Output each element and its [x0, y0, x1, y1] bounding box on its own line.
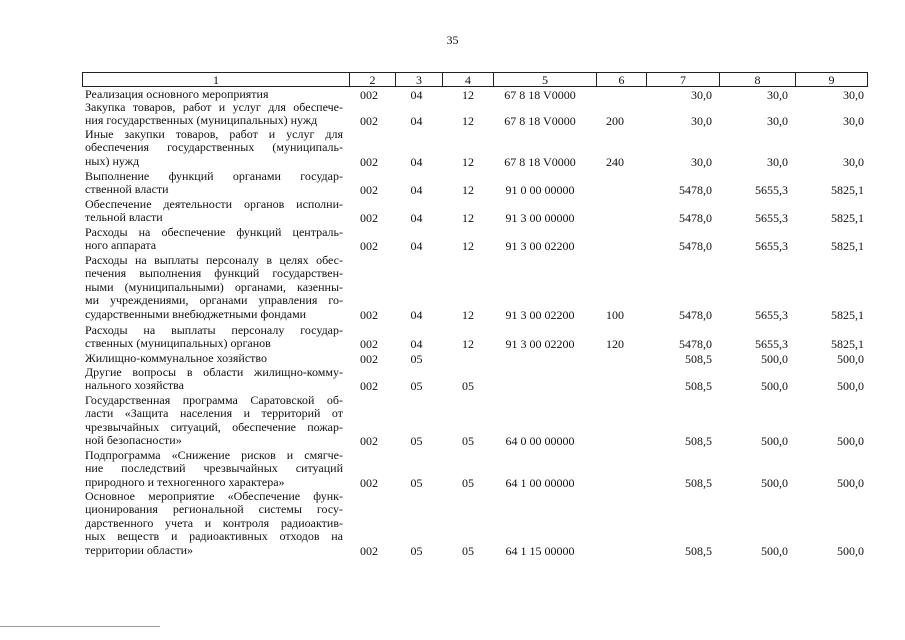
cell-col-9: 30,0 — [843, 114, 864, 129]
cell-col-8: 500,0 — [761, 543, 788, 558]
row-name — [85, 128, 343, 168]
cell-col-4: 12 — [462, 239, 474, 254]
cell-col-5: 91 3 00 02200 — [505, 307, 575, 322]
cell-col-3: 05 — [410, 434, 423, 449]
row-name — [85, 490, 343, 557]
cell-col-8: 5655,3 — [755, 239, 788, 254]
row-name-line: Закупка товаров, работ и услуг для обеспече- — [85, 100, 343, 114]
cell-col-9: 5825,1 — [831, 183, 864, 198]
row-name-line: природного и техногенного характера» — [85, 474, 285, 489]
row-name-line: Иные закупки товаров, работ и услуг для — [85, 127, 343, 141]
row-name-line: ных веществ и радиоактивных отходов на — [85, 529, 343, 544]
cell-col-8: 30,0 — [767, 88, 788, 102]
cell-col-2: 002 — [360, 543, 378, 558]
row-name-line: ственных (муниципальных) органов — [85, 336, 271, 351]
header-col-4: 4 — [442, 73, 493, 86]
cell-col-3: 04 — [410, 114, 423, 129]
row-name-line: чрезвычайных ситуаций, обеспечение пожар- — [85, 419, 343, 434]
row-name-line: тельной власти — [85, 210, 163, 225]
row-name-line: Другие вопросы в области жилищно-комму- — [85, 365, 343, 379]
cell-col-9: 500,0 — [837, 352, 864, 366]
row-name-line: нального хозяйства — [85, 378, 184, 393]
row-name-line: ния государственных (муниципальных) нужд — [85, 113, 318, 128]
cell-col-7: 5478,0 — [679, 183, 712, 198]
row-name-line: Основное мероприятие «Обеспечение функ- — [85, 489, 343, 503]
cell-col-7: 5478,0 — [679, 211, 712, 226]
cell-col-6: 120 — [606, 337, 624, 352]
cell-col-2: 002 — [360, 434, 378, 449]
cell-col-2: 002 — [360, 352, 378, 366]
cell-col-3: 04 — [410, 239, 423, 254]
cell-col-8: 30,0 — [767, 114, 788, 129]
row-name-line: Подпрограмма «Снижение рисков и смягче- — [85, 448, 343, 462]
cell-col-2: 002 — [360, 88, 378, 102]
cell-col-5: 91 3 00 00000 — [505, 211, 575, 226]
row-name-line: ного аппарата — [85, 238, 157, 253]
cell-col-8: 5655,3 — [755, 183, 788, 198]
cell-col-3: 05 — [410, 379, 423, 394]
cell-col-7: 30,0 — [691, 114, 712, 129]
row-name — [85, 101, 343, 128]
cell-col-2: 002 — [360, 239, 378, 254]
cell-col-7: 5478,0 — [679, 239, 712, 254]
cell-col-8: 5655,3 — [755, 307, 788, 322]
cell-col-7: 30,0 — [691, 154, 712, 169]
cell-col-4: 12 — [462, 307, 474, 322]
row-name-line: сударственными внебюджетными фондами — [85, 306, 307, 321]
cell-col-6: 200 — [606, 114, 624, 129]
cell-col-3: 04 — [410, 211, 423, 226]
cell-col-7: 30,0 — [691, 88, 712, 102]
footer-rule — [0, 626, 160, 627]
cell-col-9: 5825,1 — [831, 337, 864, 352]
header-col-3: 3 — [395, 73, 442, 86]
row-name-line: ми учреждениями, органами управления го- — [85, 293, 343, 308]
cell-col-4: 05 — [462, 434, 474, 449]
cell-col-4: 05 — [462, 475, 474, 490]
cell-col-5: 91 0 00 00000 — [505, 183, 575, 198]
cell-col-6: 100 — [606, 307, 624, 322]
cell-col-4: 12 — [462, 88, 474, 102]
row-name — [85, 449, 343, 489]
cell-col-3: 04 — [410, 154, 423, 169]
cell-col-3: 04 — [410, 307, 423, 322]
header-col-9: 9 — [795, 73, 867, 86]
row-name-line: ственной власти — [85, 182, 169, 197]
cell-col-2: 002 — [360, 114, 378, 129]
row-name-line: ласти «Защита населения и территорий от — [85, 406, 343, 421]
cell-col-5: 67 8 18 V0000 — [504, 88, 576, 102]
header-col-6: 6 — [596, 73, 646, 86]
row-name-line: ционирования региональной системы госу- — [85, 502, 343, 517]
cell-col-9: 500,0 — [837, 434, 864, 449]
row-name-line: Реализация основного мероприятия — [85, 87, 269, 101]
cell-col-8: 500,0 — [761, 434, 788, 449]
header-col-7: 7 — [646, 73, 719, 86]
row-name-line: Расходы на выплаты персоналу в целях обес- — [85, 253, 343, 267]
cell-col-9: 30,0 — [843, 88, 864, 102]
header-col-1: 1 — [213, 73, 219, 87]
row-name-line: обеспечения государственных (муниципаль- — [85, 140, 343, 155]
cell-col-9: 30,0 — [843, 154, 864, 169]
cell-col-7: 508,5 — [685, 379, 712, 394]
row-name — [85, 226, 343, 253]
header-col-8: 8 — [719, 73, 795, 86]
row-name — [85, 394, 343, 448]
cell-col-5: 67 8 18 V0000 — [504, 154, 576, 169]
cell-col-7: 508,5 — [685, 352, 712, 366]
cell-col-5: 64 1 15 00000 — [505, 543, 575, 558]
cell-col-9: 5825,1 — [831, 307, 864, 322]
cell-col-8: 500,0 — [761, 352, 788, 366]
cell-col-8: 5655,3 — [755, 337, 788, 352]
cell-col-2: 002 — [360, 379, 378, 394]
cell-col-8: 500,0 — [761, 475, 788, 490]
row-name-line: Обеспечение деятельности органов исполни- — [85, 197, 343, 211]
cell-col-2: 002 — [360, 475, 378, 490]
row-name-line: ных) нужд — [85, 153, 140, 168]
row-name-line: Жилищно-коммунальное хозяйство — [85, 351, 268, 365]
cell-col-3: 05 — [410, 543, 423, 558]
cell-col-2: 002 — [360, 183, 378, 198]
row-name-line: Расходы на выплаты персоналу государ- — [85, 323, 343, 337]
cell-col-2: 002 — [360, 154, 378, 169]
row-name-line: Государственная программа Саратовской об- — [85, 393, 343, 407]
cell-col-4: 05 — [462, 543, 474, 558]
cell-col-4: 12 — [462, 337, 474, 352]
cell-col-7: 508,5 — [685, 543, 712, 558]
cell-col-8: 500,0 — [761, 379, 788, 394]
row-name-line: ние последствий чрезвычайных ситуаций — [85, 461, 343, 476]
row-name-line: печения выполнения функций государствен- — [85, 266, 343, 281]
cell-col-9: 500,0 — [837, 475, 864, 490]
row-name — [85, 198, 343, 225]
cell-col-5: 67 8 18 V0000 — [504, 114, 576, 129]
row-name-line: территории области» — [85, 542, 194, 557]
row-name — [85, 324, 343, 351]
cell-col-7: 508,5 — [685, 434, 712, 449]
cell-col-3: 04 — [410, 88, 423, 102]
row-name — [85, 170, 343, 197]
cell-col-9: 500,0 — [837, 379, 864, 394]
cell-col-4: 12 — [462, 114, 474, 129]
table-header-row — [82, 72, 868, 87]
cell-col-2: 002 — [360, 307, 378, 322]
cell-col-5: 91 3 00 02200 — [505, 239, 575, 254]
cell-col-7: 5478,0 — [679, 337, 712, 352]
row-name-line: ными (муниципальными) органами, казенны- — [85, 279, 343, 294]
cell-col-5: 64 1 00 00000 — [505, 475, 575, 490]
row-name-line: ной безопасности» — [85, 433, 182, 448]
row-name — [85, 254, 343, 321]
cell-col-4: 12 — [462, 183, 474, 198]
header-col-2: 2 — [349, 73, 395, 86]
cell-col-9: 500,0 — [837, 543, 864, 558]
cell-col-3: 05 — [410, 352, 423, 366]
cell-col-9: 5825,1 — [831, 239, 864, 254]
cell-col-8: 30,0 — [767, 154, 788, 169]
cell-col-2: 002 — [360, 211, 378, 226]
row-name-line: Выполнение функций органами государ- — [85, 169, 343, 183]
cell-col-5: 64 0 00 00000 — [505, 434, 575, 449]
row-name — [85, 366, 343, 393]
cell-col-4: 12 — [462, 211, 474, 226]
cell-col-4: 05 — [462, 379, 474, 394]
cell-col-3: 05 — [410, 475, 423, 490]
row-name-line: дарственного учета и контроля радиоактив- — [85, 515, 343, 530]
header-col-5: 5 — [493, 73, 596, 86]
row-name-line: Расходы на обеспечение функций централь- — [85, 225, 343, 239]
page-number: 35 — [446, 33, 459, 47]
cell-col-4: 12 — [462, 154, 474, 169]
cell-col-5: 91 3 00 02200 — [505, 337, 575, 352]
cell-col-8: 5655,3 — [755, 211, 788, 226]
cell-col-9: 5825,1 — [831, 211, 864, 226]
row-name — [85, 352, 343, 365]
cell-col-7: 5478,0 — [679, 307, 712, 322]
cell-col-3: 04 — [410, 183, 423, 198]
cell-col-3: 04 — [410, 337, 423, 352]
cell-col-2: 002 — [360, 337, 378, 352]
cell-col-7: 508,5 — [685, 475, 712, 490]
cell-col-6: 240 — [606, 154, 624, 169]
